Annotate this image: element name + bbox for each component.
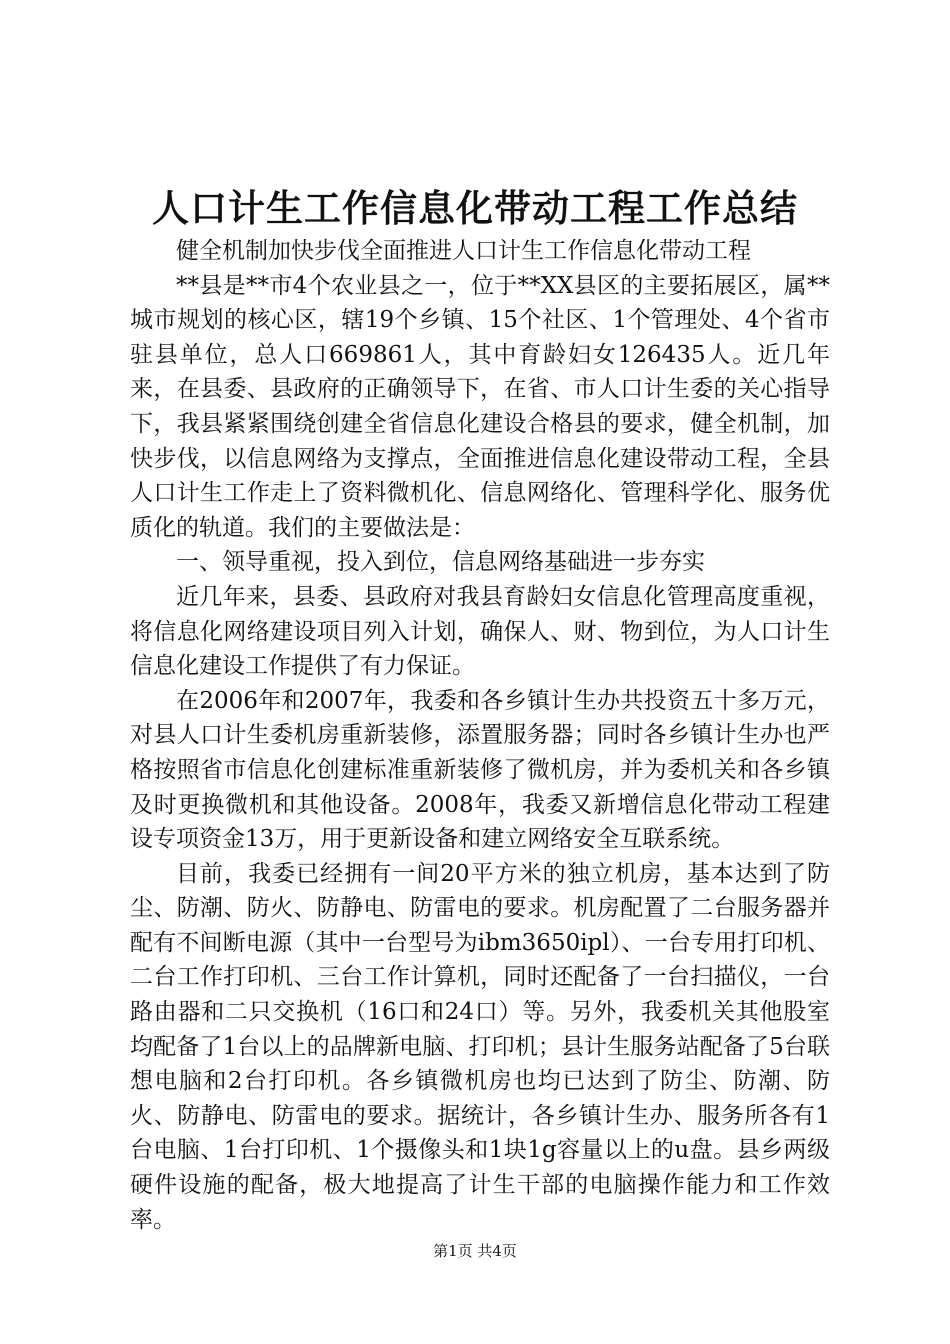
document-title: 人口计生工作信息化带动工程工作总结 — [152, 186, 798, 230]
body-paragraph: **县是**市4个农业县之一，位于**XX县区的主要拓展区，属**城市规划的核心区，辖19个乡镇、15个社区、1个管理处、4个省市驻县单位，总人口669861人，其中育龄妇女126435人。近几年来，在县委、县政府的正确领导下，在省、市人口计生委的关心指导下，我县紧紧围绕创建全省信息化建设合格县的要求，健全机制，加快步伐，以信息网络为支撑点，全面推进信息化建设带动工程，全县人口计生工作走上了资料微机化、信息网络化、管理科学化、服务优质化的轨道。我们的主要做法是： — [130, 272, 830, 541]
document-body — [130, 234, 830, 1237]
page-footer: 第1页 共4页 — [433, 1242, 517, 1260]
body-paragraph: 近几年来，县委、县政府对我县育龄妇女信息化管理高度重视，将信息化网络建设项目列入计划，确保人、财、物到位，为人口计生信息化建设工作提供了有力保证。 — [130, 583, 830, 680]
body-paragraph: 在2006年和2007年，我委和各乡镇计生办共投资五十多万元，对县人口计生委机房重新装修，添置服务器；同时各乡镇计生办也严格按照省市信息化创建标准重新装修了微机房，并为委机关和各乡镇及时更换微机和其他设备。2008年，我委又新增信息化带动工程建设专项资金13万，用于更新设备和建立网络安全互联系统。 — [130, 687, 830, 853]
subtitle-paragraph: 健全机制加快步伐全面推进人口计生工作信息化带动工程 — [176, 238, 751, 264]
section-heading: 一、领导重视，投入到位，信息网络基础进一步夯实 — [176, 549, 705, 576]
body-paragraph: 目前，我委已经拥有一间20平方米的独立机房，基本达到了防尘、防潮、防火、防静电、防雷电的要求。机房配置了二台服务器并配有不间断电源（其中一台型号为ibm3650ipl）、一台专用打印机、二台工作打印机、三台工作计算机，同时还配备了一台扫描仪，一台路由器和二只交换机（16口和24口）等。另外，我委机关其他股室均配备了1台以上的品牌新电脑、打印机；县计生服务站配备了5台联想电脑和2台打印机。各乡镇微机房也均已达到了防尘、防潮、防火、防静电、防雷电的要求。据统计，各乡镇计生办、服务所各有1台电脑、1台打印机、1个摄像头和1块1g容量以上的u盘。县乡两级硬件设施的配备，极大地提高了计生干部的电脑操作能力和工作效率。 — [130, 860, 830, 1233]
